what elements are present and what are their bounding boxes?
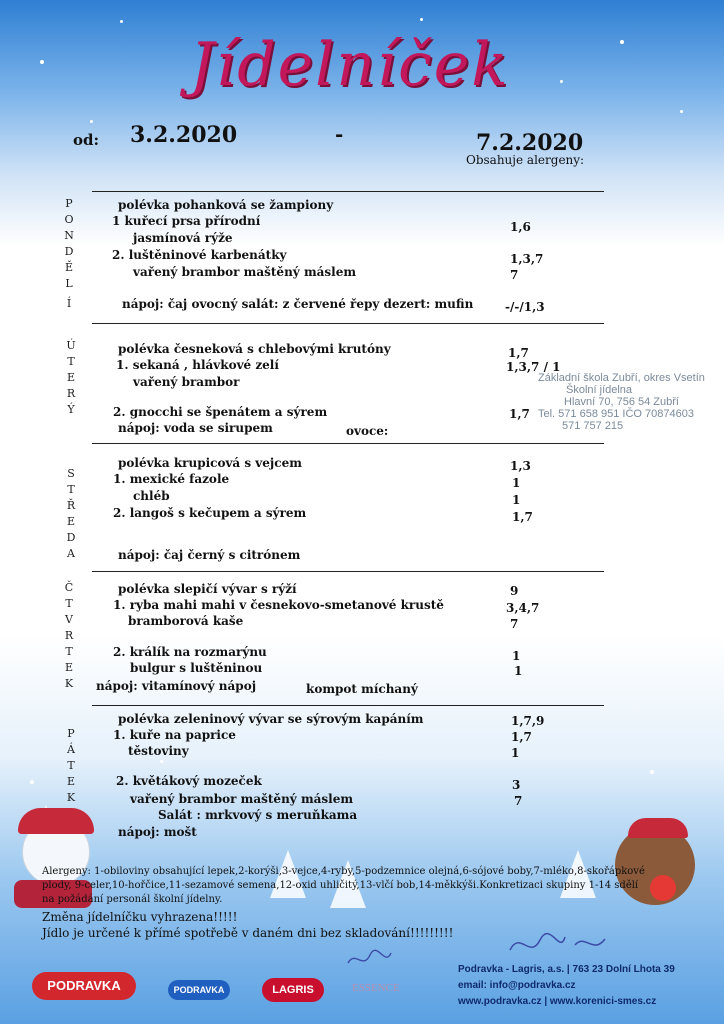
snowflake <box>420 18 423 21</box>
allergen-note: Alergeny: 1-obiloviny obsahující lepek,2-korýši,3-vejce,4-ryby,5-podzemnice olejná,6-sójové boby,7-mléko,8-skořápkové <box>42 866 645 877</box>
allergen-code: 1 <box>512 476 521 490</box>
footer-email: email: info@podravka.cz <box>458 980 576 991</box>
menu-line: vařený brambor maštěný máslem <box>133 265 357 279</box>
day-label-friday: P Á T E K <box>66 727 76 804</box>
day-label-wednesday: S T Ř E D A <box>66 467 76 560</box>
essence-logo: ESSENCE <box>352 982 400 994</box>
snowflake <box>120 20 123 23</box>
allergen-code: 1,7 <box>512 510 533 524</box>
menu-line: jasmínová rýže <box>133 231 233 245</box>
day-label-monday: P O N D Ě L Í <box>64 197 74 310</box>
snowflake <box>160 760 163 763</box>
menu-line: nápoj: vitamínový nápoj <box>96 679 257 693</box>
school-stamp: Základní škola Zubří, okres Vsetín Školní jídelna Hlavní 70, 756 54 Zubří Tel. 571 658 951 IČO 70874603 571 757 215 <box>538 372 705 432</box>
menu-line: polévka krupicová s vejcem <box>118 456 302 470</box>
allergen-code: 1,7 <box>508 346 529 360</box>
separator <box>92 571 604 572</box>
allergen-code: 1 <box>512 649 521 663</box>
day-label-tuesday: Ú T E R Ý <box>66 339 76 416</box>
allergen-code: 1 <box>512 493 521 507</box>
page-title: Jídelníček <box>190 30 510 100</box>
allergen-code: 7 <box>510 617 519 631</box>
allergen-code: 7 <box>510 268 519 282</box>
snowflake <box>30 780 34 784</box>
allergen-code: 3 <box>512 778 521 792</box>
day-label-thursday: Č T V R T E K <box>64 581 74 690</box>
snowflake <box>650 770 654 774</box>
snowflake <box>90 120 93 123</box>
date-to: 7.2.2020 <box>476 130 584 156</box>
menu-line: nápoj: voda se sirupem <box>118 421 273 435</box>
allergen-code: 1,7 <box>511 730 532 744</box>
snowflake <box>40 60 44 64</box>
menu-line: 2. langoš s kečupem a sýrem <box>113 506 307 520</box>
signature-mark <box>345 945 395 975</box>
allergen-note: plody, 9-celer,10-hořčice,11-sezamové semena,12-oxid uhličitý,13-vlčí bob,14-měkkýši.Konkretizaci skupiny 1-14 sdělí <box>42 880 639 891</box>
menu-line: 1 kuřecí prsa přírodní <box>112 214 261 228</box>
menu-line: polévka česneková s chlebovými krutóny <box>118 342 391 356</box>
menu-line: vařený brambor maštěný máslem <box>130 792 354 806</box>
allergen-code: 1,6 <box>510 220 531 234</box>
menu-line: Salát : mrkvový s meruňkama <box>158 808 358 822</box>
separator <box>92 323 604 324</box>
footer-company: Podravka - Lagris, a.s. | 763 23 Dolní Lhota 39 <box>458 964 675 975</box>
menu-line: vařený brambor <box>133 375 240 389</box>
reindeer-hat <box>628 818 688 838</box>
allergen-code: -/-/1,3 <box>505 300 545 314</box>
podravka-small-logo: PODRAVKA <box>168 980 230 1000</box>
allergen-code: 9 <box>510 584 519 598</box>
allergen-code: 1,3 <box>510 459 531 473</box>
menu-line: nápoj: mošt <box>118 825 197 839</box>
menu-line: polévka slepičí vývar s rýží <box>118 582 297 596</box>
podravka-logo: PODRAVKA <box>32 972 136 1000</box>
from-label: od: <box>73 131 100 149</box>
allergen-code: 1,7,9 <box>511 714 545 728</box>
footer-web: www.podravka.cz | www.korenici-smes.cz <box>458 996 657 1007</box>
menu-line: 1. ryba mahi mahi v česnekovo-smetanové krustě <box>113 598 444 612</box>
signature-mark <box>505 925 615 965</box>
menu-line: polévka pohanková se žampiony <box>118 198 334 212</box>
menu-line: 2. luštěninové karbenátky <box>112 248 287 262</box>
menu-line: ovoce: <box>346 424 389 438</box>
allergen-code: 1 <box>511 746 520 760</box>
allergen-code: 7 <box>514 794 523 808</box>
menu-line: 1. sekaná , hlávkové zelí <box>116 358 279 372</box>
date-dash: - <box>335 122 344 146</box>
menu-line: těstoviny <box>128 744 189 758</box>
consume-note: Jídlo je určené k přímé spotřebě v daném dni bez skladování!!!!!!!!! <box>42 926 454 940</box>
date-from: 3.2.2020 <box>130 122 238 148</box>
menu-line: bramborová kaše <box>128 614 244 628</box>
menu-line: nápoj: čaj ovocný salát: z červené řepy dezert: mufin <box>122 297 474 311</box>
snowflake <box>620 40 624 44</box>
allergen-header: Obsahuje alergeny: <box>466 153 585 167</box>
menu-line: 2. gnocchi se špenátem a sýrem <box>113 405 328 419</box>
menu-line: 1. kuře na paprice <box>113 728 236 742</box>
allergen-code: 3,4,7 <box>506 601 540 615</box>
menu-line: chléb <box>133 489 170 503</box>
reindeer-nose <box>650 875 676 901</box>
snowflake <box>680 110 683 113</box>
menu-line: polévka zeleninový vývar se sýrovým kapáním <box>118 712 424 726</box>
allergen-code: 1,3,7 <box>510 252 544 266</box>
menu-line: 1. mexické fazole <box>113 472 230 486</box>
separator <box>92 443 604 444</box>
menu-line: 2. králík na rozmarýnu <box>113 645 267 659</box>
menu-line: kompot míchaný <box>306 682 418 696</box>
allergen-code: 1,7 <box>509 407 530 421</box>
menu-line: bulgur s luštěninou <box>130 661 263 675</box>
separator <box>92 705 604 706</box>
allergen-code: 1,3,7 / 1 <box>506 360 561 374</box>
change-note: Změna jídelníčku vyhrazena!!!!! <box>42 910 238 924</box>
allergen-code: 1 <box>514 664 523 678</box>
menu-line: 2. květákový mozeček <box>116 774 262 788</box>
lagris-logo: LAGRIS <box>262 978 324 1002</box>
allergen-note: na požádání personál školní jídelny. <box>42 894 223 905</box>
separator <box>92 191 604 192</box>
menu-line: nápoj: čaj černý s citrónem <box>118 548 301 562</box>
snowman-hat <box>18 808 94 834</box>
snowflake <box>560 80 563 83</box>
